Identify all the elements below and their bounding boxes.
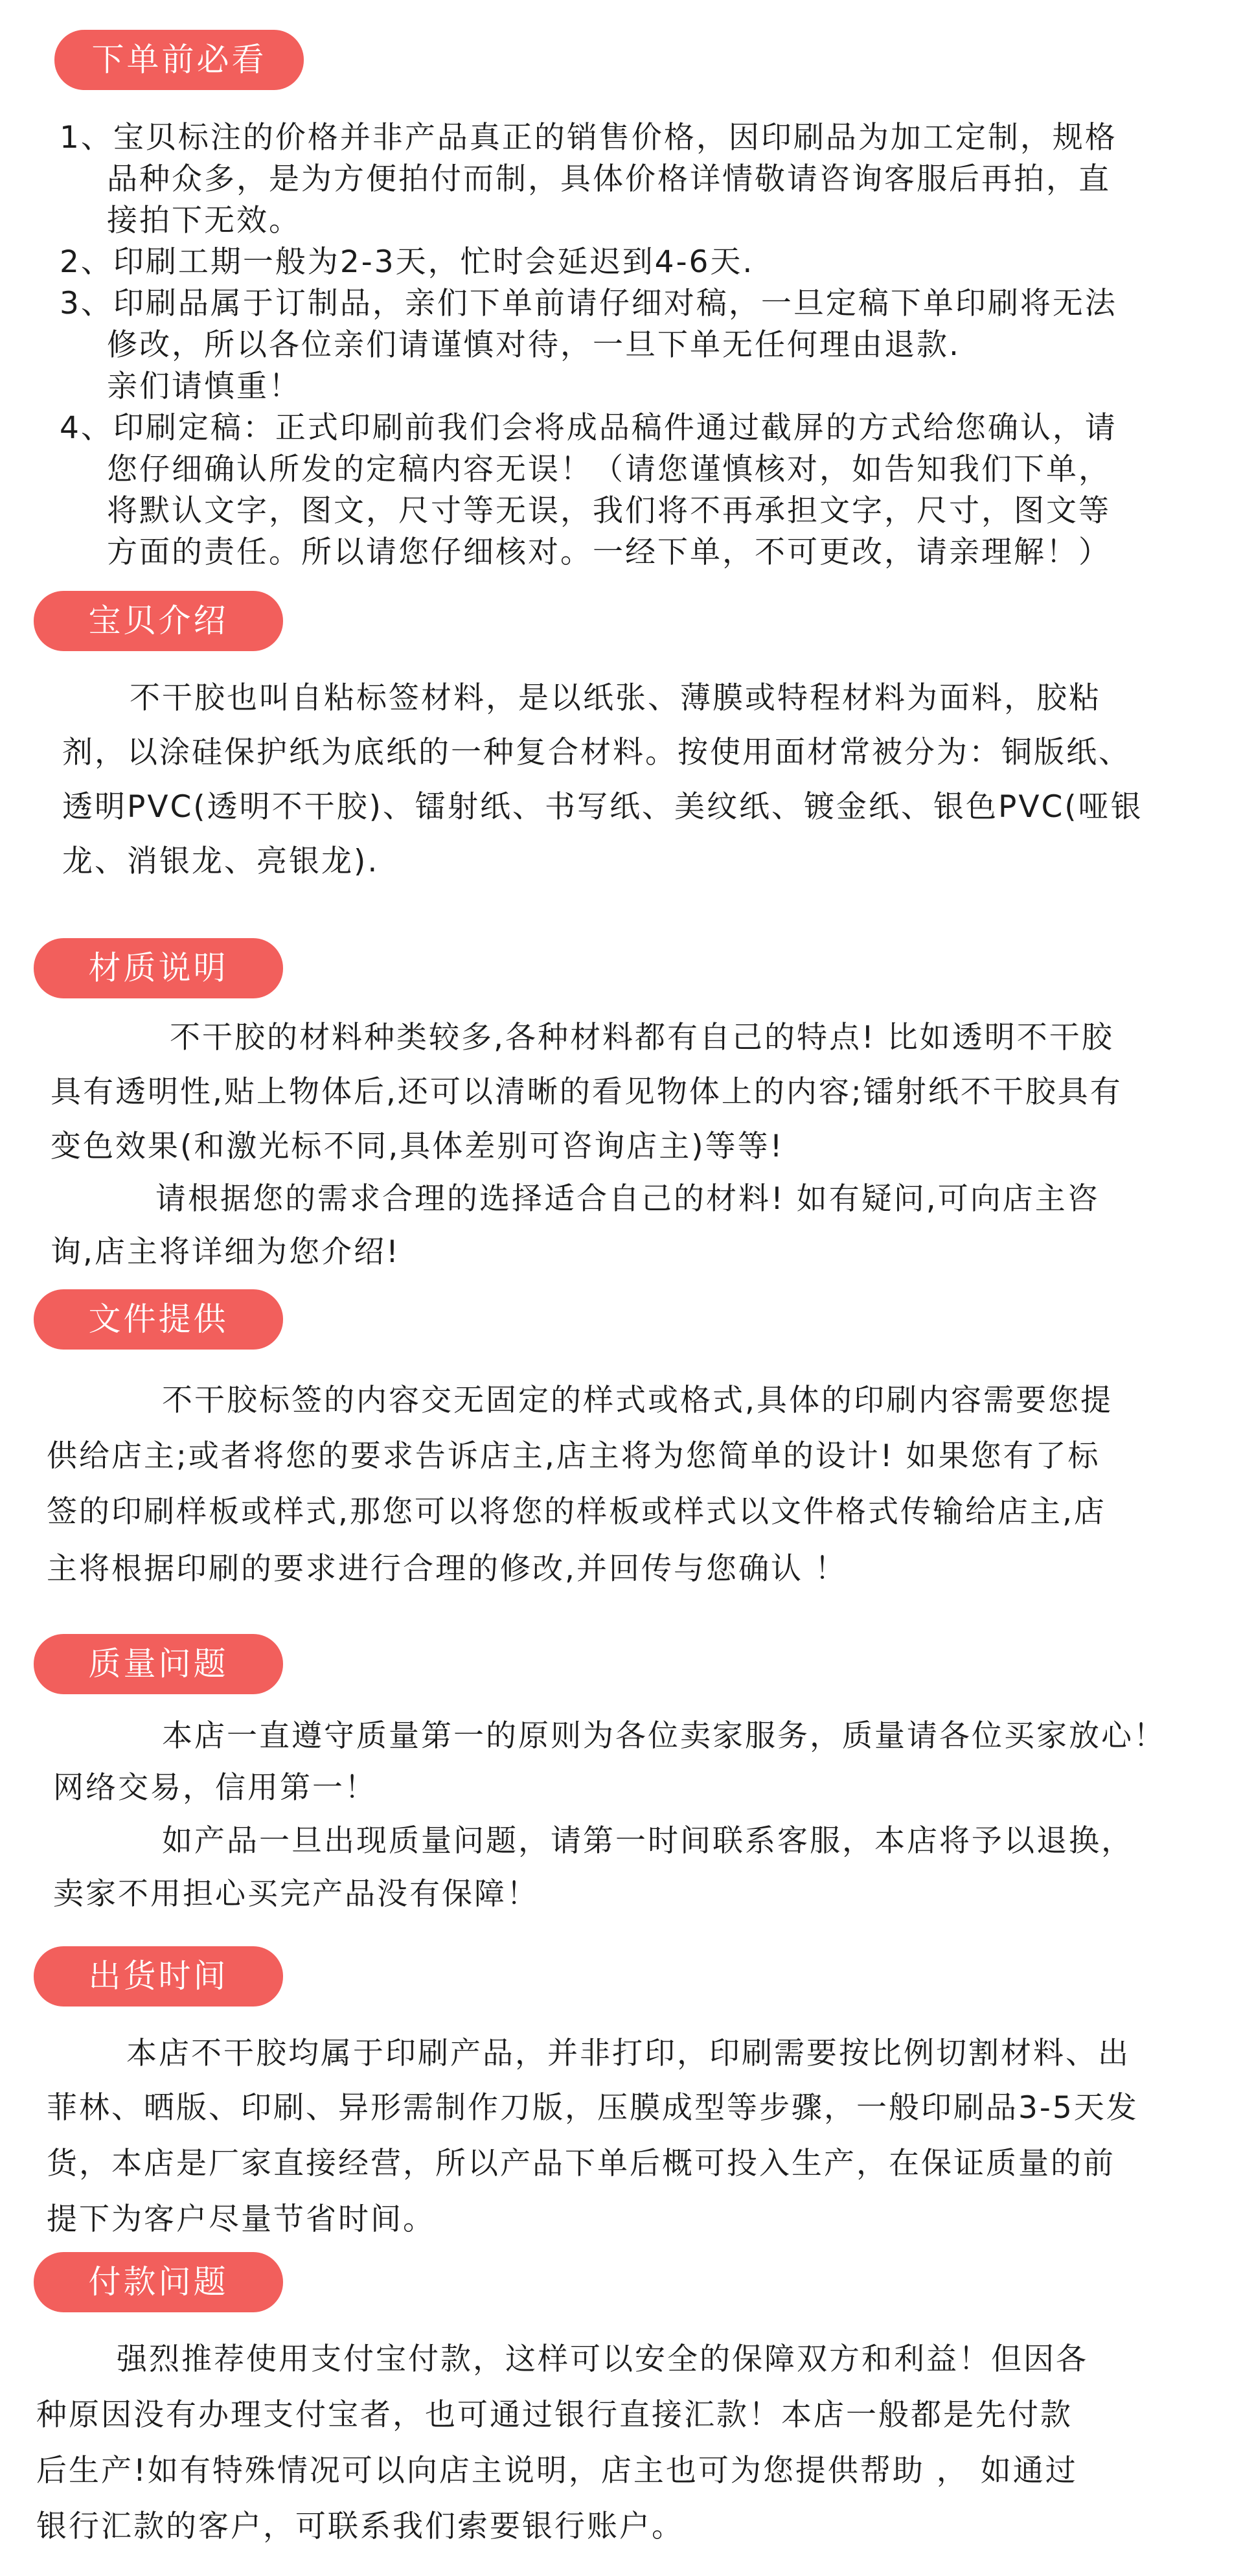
section-title-payment: 付款问题 xyxy=(34,2252,283,2312)
notice-line-10: 将默认文字，图文，尺寸等无误，我们将不再承担文字，尺寸，图文等 xyxy=(107,493,1111,529)
payment-line-4: 银行汇款的客户，可联系我们索要银行账户。 xyxy=(36,2509,684,2544)
files-line-2: 供给店主;或者将您的要求告诉店主,店主将为您简单的设计! 如果您有了标 xyxy=(47,1438,1100,1474)
payment-line-3: 后生产!如有特殊情况可以向店主说明，店主也可为您提供帮助 ， 如通过 xyxy=(36,2453,1078,2489)
files-line-3: 签的印刷样板或样式,那您可以将您的样板或样式以文件格式传输给店主,店 xyxy=(47,1494,1106,1530)
section-title-product: 宝贝介绍 xyxy=(34,591,283,651)
product-line-4: 龙、消银龙、亮银龙). xyxy=(62,844,380,879)
notice-line-7: 亲们请慎重！ xyxy=(107,369,301,404)
quality-line-4: 卖家不用担心买完产品没有保障！ xyxy=(53,1876,539,1912)
product-line-1: 不干胶也叫自粘标签材料，是以纸张、薄膜或特程材料为面料，胶粘 xyxy=(130,680,1101,716)
notice-line-2: 品种众多，是为方便拍付而制，具体价格详情敬请咨询客服后再拍，直 xyxy=(107,161,1111,197)
files-line-1: 不干胶标签的内容交无固定的样式或格式,具体的印刷内容需要您提 xyxy=(162,1383,1113,1418)
notice-line-3: 接拍下无效。 xyxy=(107,203,301,238)
payment-line-2: 种原因没有办理支付宝者，也可通过银行直接汇款！本店一般都是先付款 xyxy=(36,2397,1073,2433)
notice-line-6: 修改，所以各位亲们请谨慎对待，一旦下单无任何理由退款. xyxy=(107,327,961,363)
shipping-line-1: 本店不干胶均属于印刷产品，并非打印，印刷需要按比例切割材料、出 xyxy=(126,2036,1130,2071)
section-title-material: 材质说明 xyxy=(34,938,283,998)
notice-line-11: 方面的责任。所以请您仔细核对。一经下单，不可更改，请亲理解！） xyxy=(107,535,1111,570)
product-line-3: 透明PVC(透明不干胶)、镭射纸、书写纸、美纹纸、镀金纸、银色PVC(哑银 xyxy=(62,789,1143,825)
payment-line-1: 强烈推荐使用支付宝付款，这样可以安全的保障双方和利益！但因各 xyxy=(117,2341,1088,2377)
shipping-line-2: 菲林、晒版、印刷、异形需制作刀版，压膜成型等步骤，一般印刷品3-5天发 xyxy=(47,2090,1139,2126)
material-line-2: 具有透明性,贴上物体后,还可以清晰的看见物体上的内容;镭射纸不干胶具有 xyxy=(51,1074,1123,1110)
notice-line-5: 3、印刷品属于订制品，亲们下单前请仔细对稿，一旦定稿下单印刷将无法 xyxy=(60,286,1117,321)
product-line-2: 剂，以涂硅保护纸为底纸的一种复合材料。按使用面材常被分为：铜版纸、 xyxy=(62,735,1131,770)
section-title-shipping: 出货时间 xyxy=(34,1946,283,2007)
section-title-quality: 质量问题 xyxy=(34,1634,283,1694)
notice-line-8: 4、印刷定稿：正式印刷前我们会将成品稿件通过截屏的方式给您确认，请 xyxy=(60,410,1117,446)
files-line-4: 主将根据印刷的要求进行合理的修改,并回传与您确认 ！ xyxy=(47,1551,847,1587)
shipping-line-3: 货，本店是厂家直接经营，所以产品下单后概可投入生产，在保证质量的前 xyxy=(47,2146,1115,2181)
material-line-3: 变色效果(和激光标不同,具体差别可咨询店主)等等! xyxy=(51,1129,784,1164)
material-line-4: 请根据您的需求合理的选择适合自己的材料! 如有疑问,可向店主咨 xyxy=(155,1181,1100,1217)
notice-line-9: 您仔细确认所发的定稿内容无误！（请您谨慎核对，如告知我们下单， xyxy=(107,452,1111,487)
notice-line-1: 1、宝贝标注的价格并非产品真正的销售价格，因印刷品为加工定制，规格 xyxy=(60,120,1117,155)
quality-line-1: 本店一直遵守质量第一的原则为各位卖家服务，质量请各位买家放心！ xyxy=(162,1718,1166,1754)
shipping-line-4: 提下为客户尽量节省时间。 xyxy=(47,2202,435,2237)
material-line-5: 询,店主将详细为您介绍! xyxy=(51,1234,400,1270)
section-title-files: 文件提供 xyxy=(34,1289,283,1350)
material-line-1: 不干胶的材料种类较多,各种材料都有自己的特点! 比如透明不干胶 xyxy=(170,1020,1114,1055)
quality-line-3: 如产品一旦出现质量问题，请第一时间联系客服，本店将予以退换， xyxy=(162,1823,1134,1859)
notice-line-4: 2、印刷工期一般为2-3天，忙时会延迟到4-6天. xyxy=(60,244,755,280)
section-title-notice: 下单前必看 xyxy=(54,30,304,90)
quality-line-2: 网络交易，信用第一！ xyxy=(53,1770,377,1806)
